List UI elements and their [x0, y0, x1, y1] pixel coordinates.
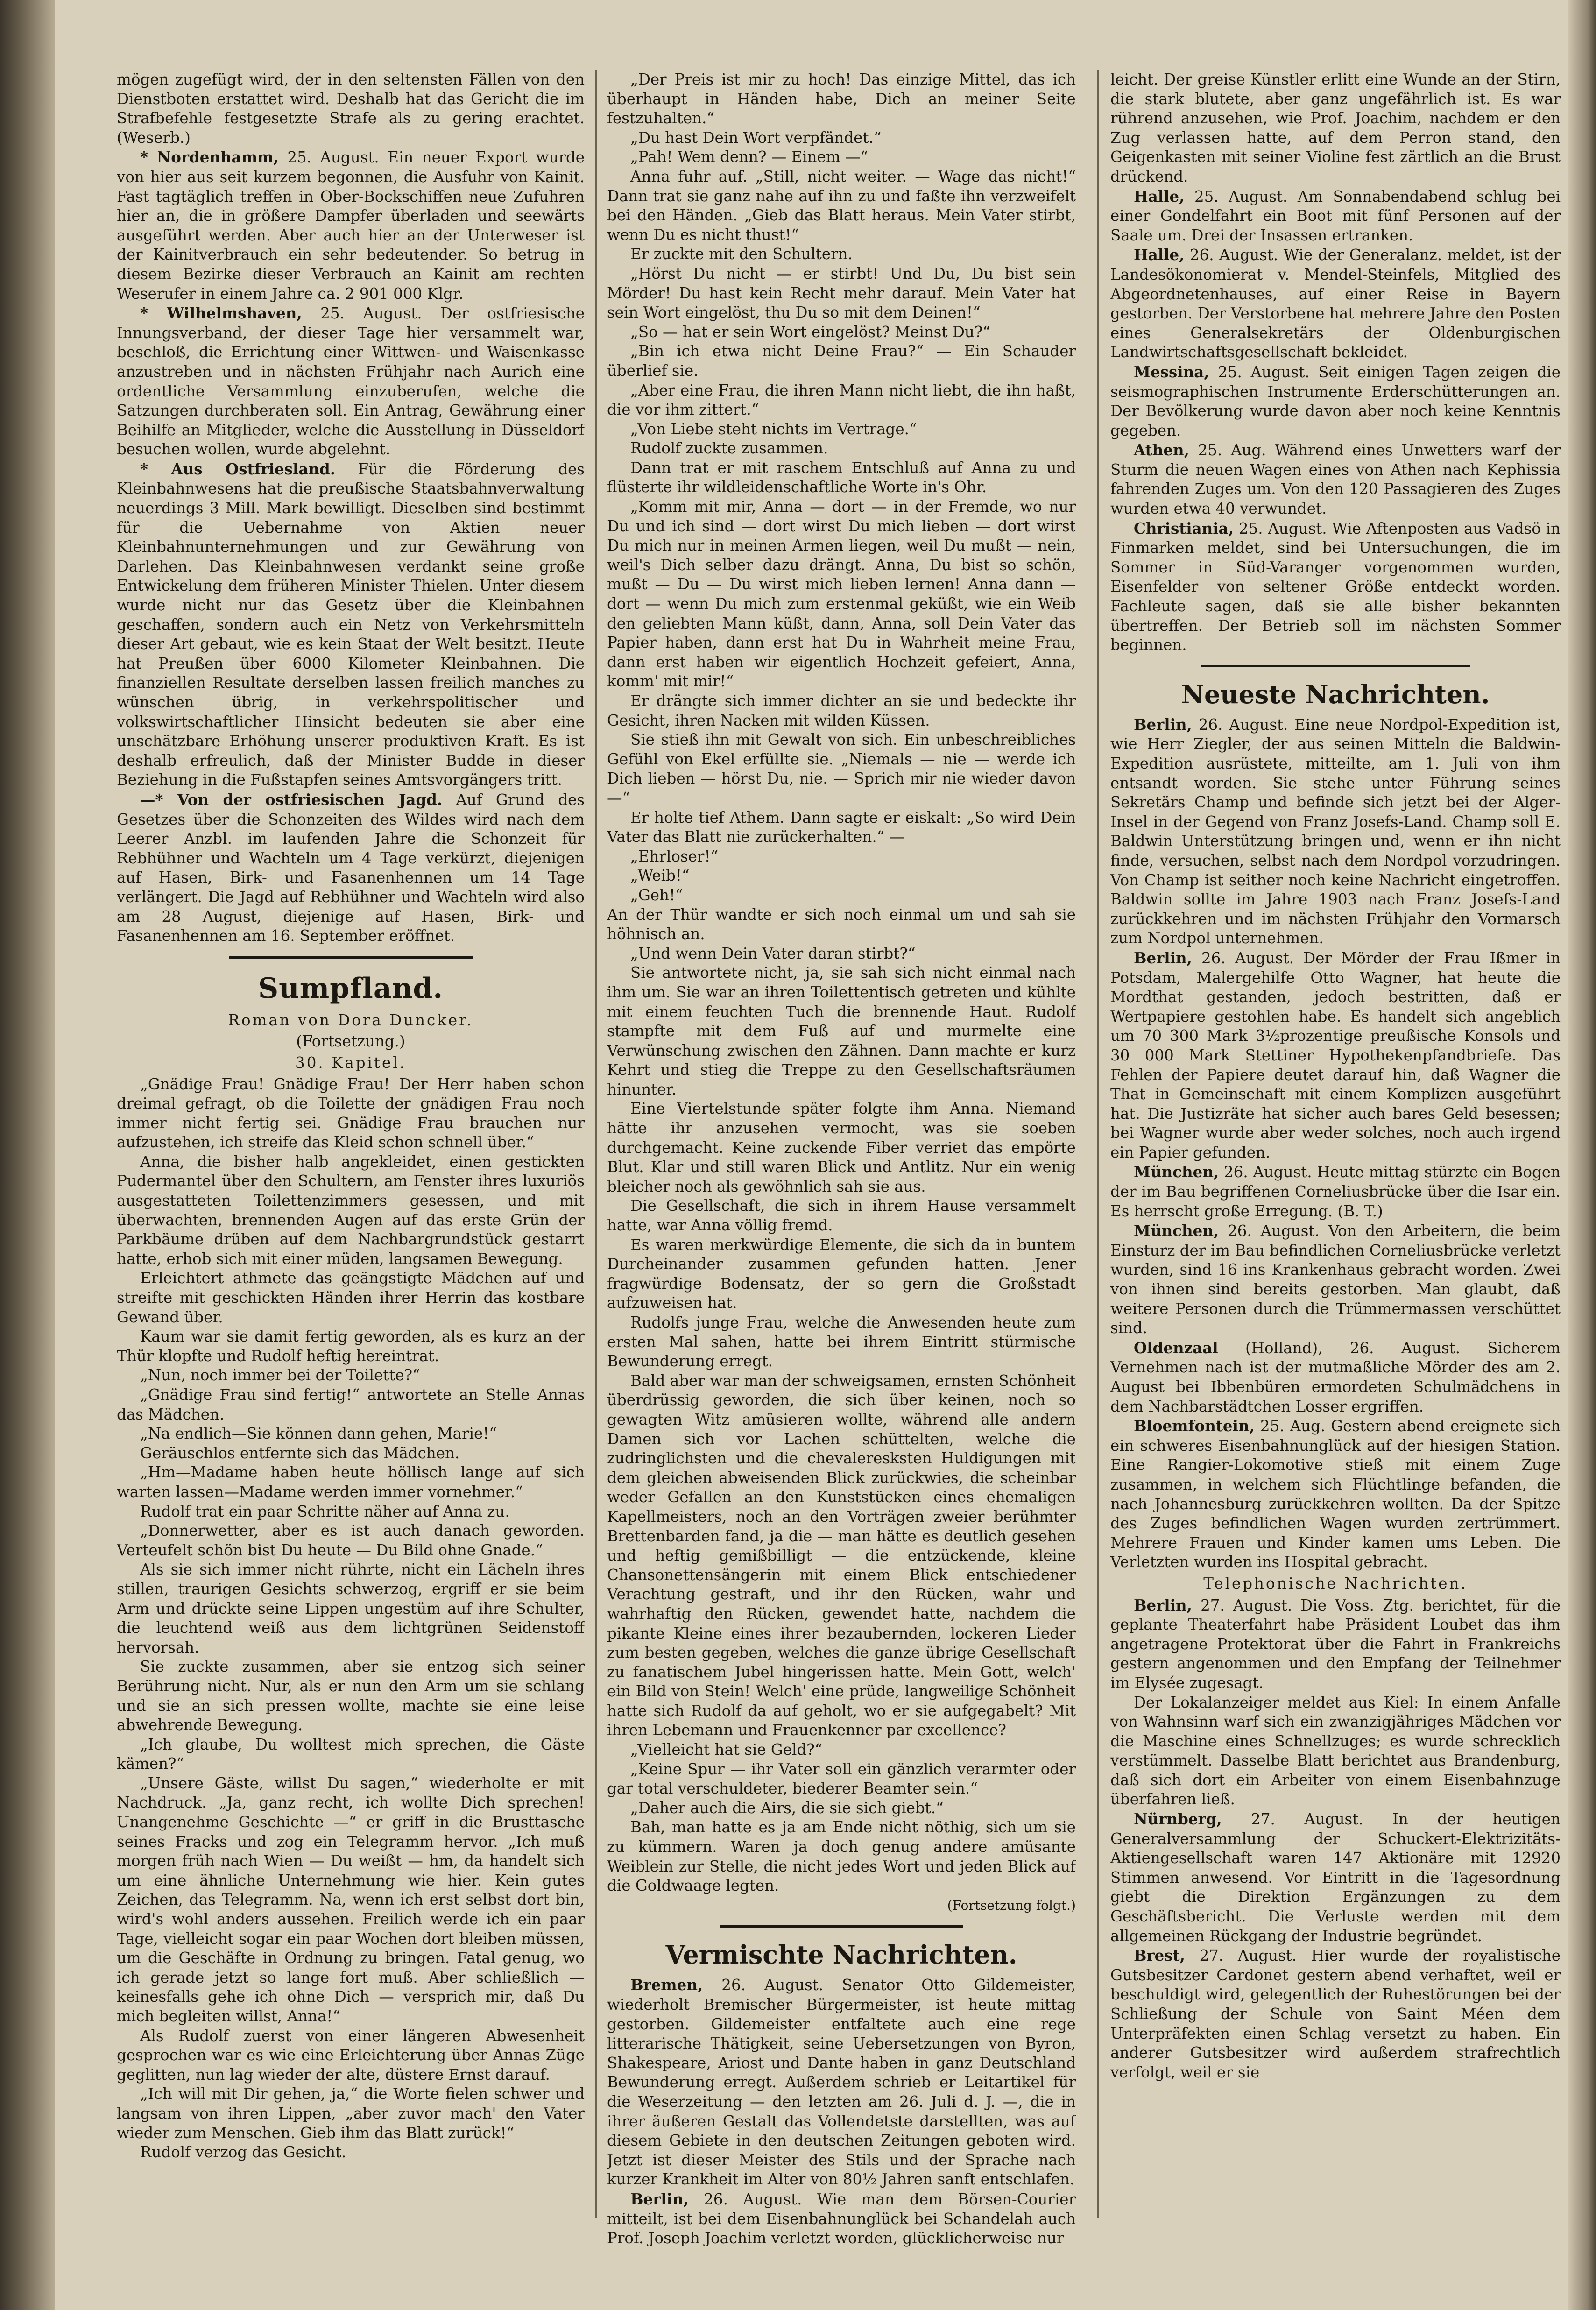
news-item — [1110, 362, 1561, 440]
news-item — [1110, 1338, 1561, 1416]
continuation-note: (Fortsetzung folgt.) — [947, 1897, 1076, 1913]
dateline: Berlin, — [1134, 1596, 1192, 1614]
paragraph: Dann trat er mit raschem Entschluß auf Anna zu und flüsterte ihr wildleidenschaftliche Worte in's Ohr. — [607, 459, 1076, 496]
dateline: Athen, — [1134, 441, 1189, 459]
paragraph: „Du hast Dein Wort verpfändet.“ — [630, 128, 882, 147]
dateline: München, — [1134, 1222, 1219, 1240]
item-text: 25. Aug. Gestern abend ereignete sich ein schweres Eisenbahnunglück auf der hiesigen Station. Eine Rangier-Lokomotive stieß mit einem Zuge zusammen, in welchem sich Flüchtlinge befanden, die nach Johannesburg zurückkehren wollten. Da der Spitze des Zuges befindlichen Wagen wurden zertrümmert. Mehrere Frauen und Kinder kamen ums Leben. Die Verletzten wurden ins Hospital gebracht. — [1110, 1417, 1561, 1571]
item-text: Auf Grund des Gesetzes über die Schonzeiten des Wildes wird nach dem Leerer Anzbl. im laufenden Jahre die Schonzeit für Rebhühner und Wachteln um 4 Tage verkürzt, diejenigen auf Hasen, Birk- und Fasanenhennen um 14 Tage verlängert. Die Jagd auf Rebhühner und Wachteln wird also am 28 August, diejenige auf Hasen, Birk- und Fasanenhennen am 16. September eröffnet. — [117, 791, 585, 945]
paragraph: „Na endlich—Sie können dann gehen, Marie!“ — [140, 1425, 497, 1443]
news-item — [117, 304, 585, 459]
dateline: Berlin, — [630, 2190, 689, 2208]
item-text: 26. August. Der Mörder der Frau Ißmer in Potsdam, Malergehilfe Otto Wagner, hat heute die Mordthat gestanden, jedoch bestritten, daß er Wertpapiere gestohlen habe. Es handelt sich angeblich um 70 300 Mark 3½prozentige preußische Konsols und 30 000 Mark Stettiner Hypothekenpfandbriefe. Das Fehlen der Papiere deutet darauf hin, daß Wagner die That in Gemeinschaft mit einem Komplizen ausgeführt hat. Die Justizräte hat sicher auch bares Geld besessen; bei Wagner wurde aber weder solches, noch auch irgend ein Papier gefunden. — [1110, 949, 1561, 1161]
novel-title: Sumpfland. — [258, 972, 444, 1005]
section-subtitle: Telephonische Nachrichten. — [1203, 1574, 1468, 1592]
item-text: 26. August. Von den Arbeitern, die beim Einsturz der im Bau befindlichen Corneliusbrücke verletzt wurden, sind 16 ins Krankenhaus gebracht worden. Zwei von ihnen sind bereits gestorben. Man glaubt, daß weitere Personen durch die Trümmermassen verschüttet sind. — [1110, 1222, 1561, 1337]
dateline: Messina, — [1134, 362, 1209, 381]
dateline: Nürnberg, — [1134, 1810, 1222, 1829]
paragraph: Der Lokalanzeiger meldet aus Kiel: In einem Anfalle von Wahnsinn warf sich ein zwanzigjähriges Mädchen vor die Maschine eines Schnellzuges; es wurde schrecklich verstümmelt. Dasselbe Blatt berichtet aus Brandenburg, daß sich dort ein Arbeiter von einem Eisenbahnzuge überfahren ließ. — [1110, 1693, 1561, 1808]
item-text: 26. August. Senator Otto Gildemeister, wiederholt Bremischer Bürgermeister, ist heute mittag gestorben. Gildemeister entfaltete auch eine rege litterarische Thätigkeit, seine Uebersetzungen von Byron, Shakespeare, Ariost und Dante haben in ganz Deutschland Bewunderung erregt. Außerdem schrieb er Leitartikel für die Weserzeitung — den letzten am 26. Juli d. J. —, die in ihrer äußeren Gestalt das Vollendetste darstellten, was auf diesem Gebiete in den deutschen Zeitungen geboten wird. Jetzt ist dieser Meister des Stils und der Sprache nach kurzer Krankheit im Alter von 80½ Jahren sanft entschlafen. — [607, 1976, 1076, 2189]
paragraph: Sie stieß ihn mit Gewalt von sich. Ein unbeschreibliches Gefühl von Ekel erfüllte sie. „Niemals — nie — werde ich Dich lieben — hörst Du, nie. — Sprich mir nie wieder davon —“ — [607, 731, 1076, 807]
paragraph: „Ich glaube, Du wolltest mich sprechen, die Gäste kämen?“ — [117, 1735, 585, 1773]
paragraph: „Hörst Du nicht — er stirbt! Und Du, Du bist sein Mörder! Du hast kein Recht mehr darauf. Mein Vater hat sein Wort eingelöst, thu Du so mit dem Deinen!“ — [607, 264, 1076, 322]
news-item — [1110, 715, 1561, 948]
paragraph: „Keine Spur — ihr Vater soll ein gänzlich verarmter oder gar total verschuldeter, biederer Beamter sein.“ — [607, 1760, 1076, 1798]
paragraph: Rudolf zuckte zusammen. — [630, 439, 828, 458]
paragraph: Rudolf trat ein paar Schritte näher auf Anna zu. — [140, 1502, 510, 1520]
dateline: München, — [1134, 1163, 1219, 1181]
item-text: 25. Aug. Während eines Unwetters warf der Sturm die neuen Wagen eines von Athen nach Kephissia fahrenden Zuges um. Von den 120 Passagieren des Zuges wurden etwa 40 verwundet. — [1110, 441, 1561, 518]
paragraph: Die Gesellschaft, die sich in ihrem Hause versammelt hatte, war Anna völlig fremd. — [607, 1197, 1076, 1235]
paragraph: „Hm—Madame haben heute höllisch lange auf sich warten lassen—Madame werden immer vornehmer.“ — [117, 1463, 585, 1501]
paragraph: An der Thür wandte er sich noch einmal um und sah sie höhnisch an. — [607, 905, 1076, 943]
news-item — [117, 459, 585, 790]
paragraph: leicht. Der greise Künstler erlitt eine Wunde an der Stirn, die stark blutete, aber ganz ungefährlich ist. Es war rührend anzusehen, wie Prof. Joachim, nachdem er den Zug verlassen hatte, auf dem Perron stand, den Geigenkasten mit seiner Violine fest zärtlich an die Brust drückend. — [1110, 71, 1561, 185]
paragraph: „Donnerwetter, aber es ist auch danach geworden. Verteufelt schön bist Du heute — Du Bild ohne Gnade.“ — [117, 1522, 585, 1559]
news-item — [607, 1975, 1076, 2190]
paragraph: Rudolfs junge Frau, welche die Anwesenden heute zum ersten Mal sahen, hatte bei ihrem Eintritt stürmische Bewunderung erregt. — [607, 1314, 1076, 1370]
paragraph: Er zuckte mit den Schultern. — [630, 245, 853, 263]
section-divider — [229, 956, 472, 959]
paragraph: Bah, man hatte es ja am Ende nicht nöthig, sich um sie zu kümmern. Waren ja doch genug andere amüsante Weiblein zur Stelle, die nicht jedes Wort und jeden Blick auf die Goldwaage legten. — [607, 1818, 1076, 1895]
paragraph: „Geh!“ — [630, 886, 683, 904]
section-divider — [1201, 665, 1470, 667]
item-text: 27. August. Hier wurde der royalistische Gutsbesitzer Cardonet gestern abend verhaftet, weil er beschuldigt wird, gelegentlich der Ruhestörungen bei der Schließung der Schule von Saint Méen dem Unterpräfekten einen Schlag versetzt zu haben. Ein anderer Gutsbesitzer wird außerdem strafrechtlich verfolgt, weil er sie — [1110, 1947, 1561, 2081]
dateline: Brest, — [1134, 1946, 1185, 1965]
paragraph: „Vielleicht hat sie Geld?“ — [630, 1741, 823, 1759]
paragraph: mögen zugefügt wird, der in den seltensten Fällen von den Dienstboten erstattet wird. Deshalb hat das Gericht die im Strafbefehle festgesetzte Strafe als zu gering erachtet. (Weserb.) — [117, 71, 585, 147]
paragraph: Er holte tief Athem. Dann sagte er eiskalt: „So wird Dein Vater das Blatt nie zurückerhalten.“ — — [607, 808, 1076, 846]
novel-author: Roman von Dora Duncker. — [228, 1011, 473, 1029]
paragraph: „Komm mit mir, Anna — dort — in der Fremde, wo nur Du und ich sind — dort wirst Du mich lieben — dort wirst Du mich nur in meinen Armen liegen, weil Du mußt — nein, weil's Dich selber dazu drängt. Anna, Du bist so schön, mußt — Du — Du wirst mich lieben lernen! Anna dann — dort — wenn Du mich zum erstenmal geküßt, wie ein Weib den geliebten Mann küßt, dann, Anna, soll Dein Vater das Papier haben, dann erst hat Du in Wahrheit meine Frau, dann erst haben wir eigentlich Hochzeit gefeiert, Anna, komm' mit mir!“ — [607, 498, 1076, 691]
item-text: 25. August. Ein neuer Export wurde von hier aus seit kurzem begonnen, die Ausfuhr von Kainit. Fast tagtäglich treffen in Ober-Bockschiffen neue Zufuhren hier an, die in größere Dampfer überladen und seewärts ausgeführt werden. Aber auch hier an der Unterweser ist der Kainitverbrauch ein sehr bedeutender. So betrug in diesem Bezirke dieser Verbrauch an Kainit am rechten Weserufer in einem Jahre ca. 2 901 000 Klgr. — [117, 148, 585, 303]
section-title: Neueste Nachrichten. — [1181, 679, 1490, 709]
paragraph: Anna, die bisher halb angekleidet, einen gestickten Pudermantel über den Schultern, am Fenster ihres luxuriös ausgestatteten Toilettenzimmers gesessen, und mit überwachten, brennenden Augen auf das erste Grün der Parkbäume drüben auf dem Nachbargrundstück gestarrt hatte, erhob sich mit einer müden, langsamen Bewegung. — [117, 1152, 585, 1268]
news-item — [1110, 1809, 1561, 1946]
paragraph: „Nun, noch immer bei der Toilette?“ — [140, 1366, 420, 1385]
column-2 — [607, 70, 1076, 2265]
paragraph: Sie antwortete nicht, ja, sie sah sich nicht einmal nach ihm um. Sie war an ihren Toilettentisch getreten und kühlte mit einem feuchten Tuch die brennende Haut. Rudolf stampfte mit dem Fuß auf und murmelte eine Verwünschung zwischen den Zähnen. Dann machte er kurz Kehrt und stieg die Treppe zu den Gesellschaftsräumen hinunter. — [607, 964, 1076, 1098]
item-text: 25. August. Wie Aftenposten aus Vadsö in Finmarken meldet, sind bei Untersuchungen, die im Sommer in Süd-Varanger vorgenommen wurden, Eisenfelder von seltener Größe entdeckt worden. Fachleute sagen, daß sie alle bisher bekannten übertreffen. Der Betrieb soll im nächsten Sommer beginnen. — [1110, 519, 1561, 654]
paragraph: „Unsere Gäste, willst Du sagen,“ wiederholte er mit Nachdruck. „Ja, ganz recht, ich wollte Dich sprechen! Unangenehme Geschichte —“ er griff in die Brusttasche seines Fracks und zog ein Telegramm hervor. „Ich muß morgen früh nach Wien — Du weißt — hm, da handelt sich um eine ähnliche Unternehmung wie hier. Kein gutes Zeichen, das Telegramm. Na, wenn ich erst selbst dort bin, wird's wohl anders aussehen. Freilich werde ich ein paar Tage, vielleicht sogar ein paar Wochen dort bleiben müssen, um die Geschäfte in Ordnung zu bringen. Fatal genug, wo ich gerade jetzt so lange fort muß. Aber schließlich — keinesfalls gehe ich ohne Dich — versprich mir, daß Du mich begleiten willst, Anna!“ — [117, 1774, 585, 2025]
paragraph: Geräuschlos entfernte sich das Mädchen. — [140, 1444, 460, 1462]
paragraph: Er drängte sich immer dichter an sie und bedeckte ihr Gesicht, ihren Nacken mit wilden Küssen. — [607, 692, 1076, 729]
dateline: —* Von der ostfriesischen Jagd. — [140, 790, 443, 809]
paragraph: „Von Liebe steht nichts im Vertrage.“ — [630, 420, 917, 438]
paragraph: „Weib!“ — [630, 867, 690, 885]
column-rule — [595, 70, 597, 2218]
chapter-heading: 30. Kapitel. — [295, 1053, 406, 1072]
paragraph: Bald aber war man der schweigsamen, ernsten Schönheit überdrüssig geworden, die sich über keinen, noch so gewagten Witz amüsieren wollte, während alle andern Damen sich vor Lachen schüttelten, welche die zudringlichsten und die chevaleresksten Huldigungen mit dem gleichen abweisenden Blick zurückwies, die scheinbar weder Gefallen an den Kunststücken eines ehemaligen Kapellmeisters, noch an den Vorträgen zweier berühmter Brettenbarden fand, ja die — man hätte es deutlich gesehen und heftig gemißbilligt — die entzückende, kleine Chansonettensängerin mit einem Blick entschiedener Verachtung gestraft, und ihr den Rücken, wahr und wahrhaftig den Rücken, gewendet hatte, nachdem die pikante Kleine eines ihrer bezaubernden, lockeren Lieder zum besten gegeben, welches die ganze übrige Gesellschaft zu fanatischem Jubel hingerissen hatte. Mein Gott, welch' ein Bild von Stein! Welch' eine prüde, langweilige Schönheit hatte sich Rudolf da auf geholt, wo er sie aufgegabelt? Mit ihren Lebemann und Frauenkenner par excellence? — [607, 1371, 1076, 1739]
section-divider — [720, 1925, 963, 1928]
item-text: 26. August. Eine neue Nordpol-Expedition ist, wie Herr Ziegler, der aus seinen Mitteln die Baldwin-Expedition ausrüstete, mitteilte, am 1. Juli von ihm entsandt worden. Sie stehe unter Führung seines Sekretärs Champ und befinde sich jetzt bei der Alger-Insel in der Gegend von Franz Josefs-Land. Champ soll E. Baldwin Unterstützung bringen und, wenn er ihn nicht finde, versuchen, selbst nach dem Nordpol vorzudringen. Von Champ ist seither noch keine Nachricht eingetroffen. Baldwin sollte im Jahre 1903 nach Franz Josefs-Land zurückkehren und im nächsten Frühjahr den Vormarsch zum Nordpol unternehmen. — [1110, 715, 1561, 947]
column-rule — [1097, 70, 1099, 2218]
paragraph: „Aber eine Frau, die ihren Mann nicht liebt, die ihn haßt, die vor ihm zittert.“ — [607, 381, 1076, 419]
dateline: Berlin, — [1134, 948, 1192, 967]
item-text: 27. August. Die Voss. Ztg. berichtet, für die geplante Theaterfahrt habe Präsident Loubet das ihm angetragene Protektorat über die Fahrt in Frankreichs gestern angenommen und den Empfang der Teilnehmer im Elysée zugesagt. — [1110, 1596, 1561, 1692]
news-item — [607, 2190, 1076, 2248]
paragraph: „Gnädige Frau sind fertig!“ antwortete an Stelle Annas das Mädchen. — [117, 1386, 585, 1423]
page-edge — [1568, 0, 1596, 2310]
news-item — [117, 790, 585, 946]
paragraph: „Pah! Wem denn? — Einem —“ — [630, 148, 869, 166]
dateline: Oldenzaal — [1134, 1338, 1218, 1357]
paragraph: „Ich will mit Dir gehen, ja,“ die Worte fielen schwer und langsam von ihren Lippen, „aber zuvor mach' den Vater wieder zum Menschen. Gieb ihm das Blatt zurück!“ — [117, 2085, 585, 2142]
paragraph: Es waren merkwürdige Elemente, die sich da in buntem Durcheinander zusammen gefunden hatten. Jener fragwürdige Bodensatz, der so gern die Großstadt aufzuweisen hat. — [607, 1236, 1076, 1312]
continuation-note: (Fortsetzung.) — [296, 1032, 405, 1051]
dateline: * Nordenhamm, — [140, 148, 279, 167]
paragraph: Als Rudolf zuerst von einer längeren Abwesenheit gesprochen war es wie eine Erleichterung über Annas Züge geglitten, nun lag wieder der alte, düstere Ernst darauf. — [117, 2027, 585, 2084]
paragraph: „Bin ich etwa nicht Deine Frau?“ — Ein Schauder überlief sie. — [607, 342, 1076, 380]
news-item — [1110, 1946, 1561, 2082]
dateline: * Wilhelmshaven, — [140, 304, 302, 323]
news-item — [1110, 187, 1561, 246]
paragraph: „So — hat er sein Wort eingelöst? Meinst Du?“ — [630, 323, 990, 341]
dateline: Bremen, — [630, 1976, 703, 1994]
dateline: * Aus Ostfriesland. — [140, 459, 336, 478]
paragraph: Eine Viertelstunde später folgte ihm Anna. Niemand hätte ihr anzusehen vermocht, was sie soeben durchgemacht. Keine zuckende Fiber verriet das empörte Blut. Klar und still waren Blick und Antlitz. Nur ein wenig bleicher noch als gewöhnlich sah sie aus. — [607, 1100, 1076, 1195]
section-title: Vermischte Nachrichten. — [665, 1940, 1017, 1970]
column-3 — [1110, 70, 1561, 2265]
dateline: Halle, — [1134, 246, 1185, 264]
news-item — [1110, 948, 1561, 1163]
paragraph: „Und wenn Dein Vater daran stirbt?“ — [630, 944, 916, 962]
paragraph: Als sie sich immer nicht rührte, nicht ein Lächeln ihres stillen, traurigen Gesichts schwerzog, ergriff er sie beim Arm und drückte seine Lippen ungestüm auf ihre Schulter, die leuchtend weiß aus dem lichtgrünen Seidenstoff hervorsah. — [117, 1561, 585, 1656]
item-text: 25. August. Seit einigen Tagen zeigen die seismographischen Instrumente Erderschütterungen an. Der Bevölkerung wurde davon aber noch keine Kenntnis gegeben. — [1110, 363, 1561, 439]
paragraph: Rudolf verzog das Gesicht. — [140, 2143, 346, 2162]
news-item — [1110, 1221, 1561, 1338]
dateline: Christiania, — [1134, 519, 1234, 537]
paragraph: „Daher auch die Airs, die sie sich giebt.“ — [630, 1799, 944, 1817]
news-item — [117, 148, 585, 304]
paragraph: „Ehrloser!“ — [630, 847, 719, 865]
dateline: Halle, — [1134, 187, 1185, 205]
item-text: 25. August. Am Sonnabendabend schlug bei einer Gondelfahrt ein Boot mit fünf Personen auf der Saale um. Drei der Insassen ertranken. — [1110, 187, 1561, 244]
news-item — [1110, 1596, 1561, 1693]
item-text: 25. August. Der ostfriesische Innungsverband, der dieser Tage hier versammelt war, beschloß, die Errichtung einer Wittwen- und Waisenkasse anzustreben und in nächsten Frühjahr nach Aurich eine ordentliche Versammlung einzuberufen, welche die Satzungen durchberaten soll. Ein Antrag, Gewährung einer Beihilfe an Mitglieder, welche die Ausstellung in Düsseldorf besuchen wollen, wurde abgelehnt. — [117, 304, 585, 459]
book-binding-shadow — [0, 0, 55, 2310]
dateline: Berlin, — [1134, 715, 1192, 734]
news-item — [1110, 1416, 1561, 1572]
dateline: Bloemfontein, — [1134, 1417, 1255, 1435]
item-text: 26. August. Wie der Generalanz. meldet, ist der Landesökonomierat v. Mendel-Steinfels, Mitglied des Abgeordnetenhauses, auf einer Reise in Bayern gestorben. Der Verstorbene hat mehrere Jahre den Posten eines Generalsekretärs der Oldenburgischen Landwirtschaftsgesellschaft bekleidet. — [1110, 246, 1561, 361]
news-item — [1110, 1162, 1561, 1221]
news-item — [1110, 519, 1561, 655]
news-item — [1110, 245, 1561, 362]
item-text: (Holland), 26. August. Sicherem Vernehmen nach ist der mutmaßliche Mörder des am 2. August bei Ibbenbüren ermordeten Schulmädchens in dem Nachbarstädtchen Losser ergriffen. — [1110, 1339, 1561, 1415]
item-text: 27. August. In der heutigen Generalversammlung der Schuckert-Elektrizitäts-Aktiengesellschaft waren 147 Aktionäre mit 12920 Stimmen anwesend. Vor Eintritt in die Tagesordnung giebt die Direktion Ergänzungen zu dem Geschäftsbericht. Die Verluste werden mit dem allgemeinen Rückgang der Industrie begründet. — [1110, 1810, 1561, 1945]
paragraph: Kaum war sie damit fertig geworden, als es kurz an der Thür klopfte und Rudolf heftig hereintrat. — [117, 1328, 585, 1365]
item-text: 26. August. Wie man dem Börsen-Courier mitteilt, ist bei dem Eisenbahnunglück bei Schandelah auch Prof. Joseph Joachim verletzt worden, glücklicherweise nur — [607, 2190, 1076, 2247]
paragraph: Anna fuhr auf. „Still, nicht weiter. — Wage das nicht!“ Dann trat sie ganz nahe auf ihn zu und faßte ihn verzweifelt bei den Händen. „Gieb das Blatt heraus. Mein Vater stirbt, wenn Du es nicht thust!“ — [607, 167, 1076, 244]
column-1 — [117, 70, 585, 2265]
paragraph: Sie zuckte zusammen, aber sie entzog sich seiner Berührung nicht. Nur, als er nun den Arm um sie schlang und sie an sich pressen wollte, machte sie eine leise abwehrende Bewegung. — [117, 1658, 585, 1734]
paragraph: „Der Preis ist mir zu hoch! Das einzige Mittel, das ich überhaupt in Händen habe, Dich an meiner Seite festzuhalten.“ — [607, 71, 1076, 127]
item-text: Für die Förderung des Kleinbahnwesens hat die preußische Staatsbahnverwaltung neuerdings 3 Mill. Mark bewilligt. Dieselben sind bestimmt für die Uebernahme von Aktien neuer Kleinbahnunternehmungen und zur Gewährung von Darlehen. Das Kleinbahnwesen verdankt seine große Entwickelung dem früheren Minister Thielen. Unter diesem wurde nicht nur das Gesetz über die Kleinbahnen geschaffen, sondern auch ein Netz von Verkehrsmitteln dieser Art gebaut, wie es kein Staat der Welt besitzt. Heute hat Preußen über 6000 Kilometer Kleinbahnen. Die finanziellen Resultate derselben lassen freilich manches zu wünschen übrig, in verkehrspolitischer und volkswirtschaftlicher Hinsicht bedeuten sie aber eine unschätzbare Erhöhung unserer produktiven Kraft. Es ist deshalb erfreulich, daß der Minister Budde in dieser Beziehung in die Fußstapfen seines Amtsvorgängers tritt. — [117, 460, 585, 789]
item-text: 26. August. Heute mittag stürzte ein Bogen der im Bau begriffenen Corneliusbrücke über die Isar ein. Es herrscht große Erregung. (B. T.) — [1110, 1163, 1561, 1220]
news-item — [1110, 440, 1561, 518]
paragraph: „Gnädige Frau! Gnädige Frau! Der Herr haben schon dreimal gefragt, ob die Toilette der gnädigen Frau noch immer nicht fertig sei. Gnädige Frau brauchen nur aufzustehen, ich streife das Kleid schon schnell über.“ — [117, 1075, 585, 1151]
paragraph: Erleichtert athmete das geängstigte Mädchen auf und streifte mit geschickten Händen ihrer Herrin das kostbare Gewand über. — [117, 1269, 585, 1326]
